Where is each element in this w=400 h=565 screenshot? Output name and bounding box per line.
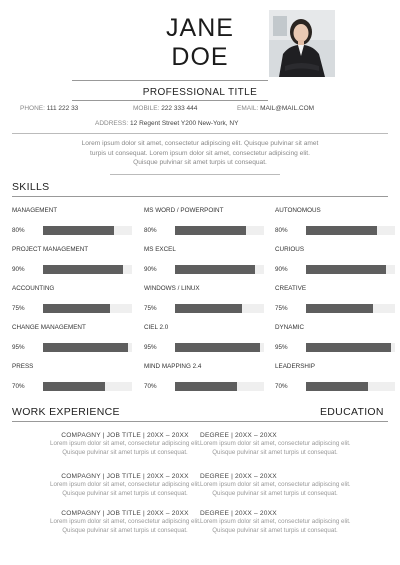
summary-line: Lorem ipsum dolor sit amet, consectetur adipiscing elit. Quisque pulvinar sit amet xyxy=(81,140,319,147)
skills-heading: SKILLS xyxy=(12,181,50,193)
skills-rule xyxy=(12,196,388,197)
summary-line: turpis ut consequat. Lorem ipsum dolor sit amet, consectetur adipiscing elit. xyxy=(90,149,310,157)
skill-bar-track xyxy=(175,304,264,313)
profile-photo xyxy=(269,10,335,77)
work-entry-text: Quisque pulvinar sit amet turpis ut consequat. xyxy=(62,527,188,534)
work-entry-text: Lorem ipsum dolor sit amet, consectetur adipiscing elit. xyxy=(50,518,201,525)
contact-email xyxy=(237,105,314,112)
skill-bar-fill xyxy=(306,226,377,235)
education-heading: EDUCATION xyxy=(320,406,384,418)
skill-bar-fill xyxy=(306,382,368,391)
work-entry-text: Quisque pulvinar sit amet turpis ut consequat. xyxy=(62,490,188,497)
address-label: ADDRESS: xyxy=(95,120,129,127)
skill-percent: 95% xyxy=(12,344,25,351)
skill-bar-track xyxy=(175,382,264,391)
skill-label: MS WORD / POWERPOINT xyxy=(144,207,224,214)
education-entry xyxy=(200,510,350,535)
title-top-rule xyxy=(72,80,268,81)
education-entry-title: DEGREE | 20XX – 20XX xyxy=(200,432,277,439)
experience-rule xyxy=(12,421,388,422)
work-entry-title: COMPAGNY | JOB TITLE | 20XX – 20XX xyxy=(61,473,189,480)
work-entry-title: COMPAGNY | JOB TITLE | 20XX – 20XX xyxy=(61,510,189,517)
skill-label: WINDOWS / LINUX xyxy=(144,285,200,292)
skill-percent: 75% xyxy=(144,305,157,312)
skill-bar-track xyxy=(175,226,264,235)
skill-bar-track xyxy=(306,382,395,391)
work-entry-text: Lorem ipsum dolor sit amet, consectetur adipiscing elit. xyxy=(50,481,201,488)
title-bottom-rule xyxy=(72,100,268,101)
address-value: 12 Regent Street Y200 New-York, NY xyxy=(130,120,239,127)
skill-percent: 90% xyxy=(12,266,25,273)
education-entry-text: Quisque pulvinar sit amet turpis ut consequat. xyxy=(212,449,338,456)
education-entry-text: Lorem ipsum dolor sit amet, consectetur adipiscing elit. xyxy=(200,481,351,488)
skill-label: MIND MAPPING 2.4 xyxy=(144,363,202,370)
skill-bar-track xyxy=(306,304,395,313)
education-entry xyxy=(200,432,350,457)
skill-label: MANAGEMENT xyxy=(12,207,58,214)
contact-rule xyxy=(12,133,388,134)
skill-bar-fill xyxy=(43,343,128,352)
education-entry-text: Quisque pulvinar sit amet turpis ut consequat. xyxy=(212,490,338,497)
summary-rule xyxy=(110,174,280,175)
skill-percent: 90% xyxy=(144,266,157,273)
email-value: MAIL@MAIL.COM xyxy=(260,105,315,112)
work-entry xyxy=(50,510,200,535)
skill-label: CURIOUS xyxy=(275,246,305,253)
skill-percent: 70% xyxy=(12,383,25,390)
mobile-label: MOBILE: xyxy=(133,105,160,112)
skill-label: DYNAMIC xyxy=(275,324,305,331)
work-entry-text: Quisque pulvinar sit amet turpis ut consequat. xyxy=(62,449,188,456)
skill-bar-fill xyxy=(306,265,386,274)
work-entry-text: Lorem ipsum dolor sit amet, consectetur adipiscing elit. xyxy=(50,440,201,447)
skill-label: CHANGE MANAGEMENT xyxy=(12,324,86,331)
education-entry-title: DEGREE | 20XX – 20XX xyxy=(200,473,277,480)
mobile-value: 222 333 444 xyxy=(161,105,198,112)
profile-summary xyxy=(60,139,340,168)
work-entry xyxy=(50,432,200,457)
skill-bar-fill xyxy=(43,304,110,313)
phone-value: 111 222 33 xyxy=(46,105,79,112)
last-name: DOE xyxy=(171,43,229,71)
skill-bar-track xyxy=(175,265,264,274)
education-entry xyxy=(200,473,350,498)
skill-percent: 75% xyxy=(12,305,25,312)
skill-percent: 75% xyxy=(275,305,288,312)
email-label: EMAIL: xyxy=(237,105,259,112)
skill-percent: 70% xyxy=(144,383,157,390)
skill-bar-fill xyxy=(43,382,105,391)
skill-percent: 70% xyxy=(275,383,288,390)
skill-bar-track xyxy=(306,343,395,352)
education-entry-title: DEGREE | 20XX – 20XX xyxy=(200,510,277,517)
skill-label: ACCOUNTING xyxy=(12,285,55,292)
contact-mobile xyxy=(133,105,197,112)
skill-bar-fill xyxy=(43,265,123,274)
skill-bar-track xyxy=(43,304,132,313)
skill-bar-fill xyxy=(175,382,237,391)
person-photo-icon xyxy=(269,10,335,77)
skill-bar-fill xyxy=(175,343,260,352)
skill-percent: 80% xyxy=(12,227,25,234)
contact-address xyxy=(95,120,238,127)
work-experience-heading: WORK EXPERIENCE xyxy=(12,406,120,418)
skill-percent: 95% xyxy=(144,344,157,351)
skill-bar-fill xyxy=(43,226,114,235)
skill-bar-fill xyxy=(175,226,246,235)
skill-bar-fill xyxy=(306,343,391,352)
education-entry-text: Quisque pulvinar sit amet turpis ut consequat. xyxy=(212,527,338,534)
skill-bar-track xyxy=(43,382,132,391)
work-entry xyxy=(50,473,200,498)
skill-label: CIEL 2.0 xyxy=(144,324,169,331)
professional-title: PROFESSIONAL TITLE xyxy=(142,87,258,98)
skill-bar-track xyxy=(175,343,264,352)
skill-label: CREATIVE xyxy=(275,285,307,292)
skill-label: MS EXCEL xyxy=(144,246,176,253)
phone-label: PHONE: xyxy=(20,105,45,112)
skill-label: AUTONOMOUS xyxy=(275,207,321,214)
education-entry-text: Lorem ipsum dolor sit amet, consectetur adipiscing elit. xyxy=(200,518,351,525)
work-entry-title: COMPAGNY | JOB TITLE | 20XX – 20XX xyxy=(61,432,189,439)
skill-percent: 80% xyxy=(275,227,288,234)
skill-bar-fill xyxy=(306,304,373,313)
skill-percent: 95% xyxy=(275,344,288,351)
skill-percent: 80% xyxy=(144,227,157,234)
first-name: JANE xyxy=(166,14,234,42)
summary-line: Quisque pulvinar sit amet turpis ut consequat. xyxy=(133,159,267,167)
contact-phone xyxy=(20,105,78,112)
education-entry-text: Lorem ipsum dolor sit amet, consectetur adipiscing elit. xyxy=(200,440,351,447)
skill-label: PROJECT MANAGEMENT xyxy=(12,246,89,253)
skill-bar-track xyxy=(306,265,395,274)
skill-bar-fill xyxy=(175,304,242,313)
skill-bar-track xyxy=(43,343,132,352)
skill-bar-track xyxy=(43,265,132,274)
skill-bar-fill xyxy=(175,265,255,274)
skill-label: LEADERSHIP xyxy=(275,363,315,370)
skill-label: PRESS xyxy=(12,363,34,370)
skill-percent: 90% xyxy=(275,266,288,273)
skill-bar-track xyxy=(306,226,395,235)
skill-bar-track xyxy=(43,226,132,235)
